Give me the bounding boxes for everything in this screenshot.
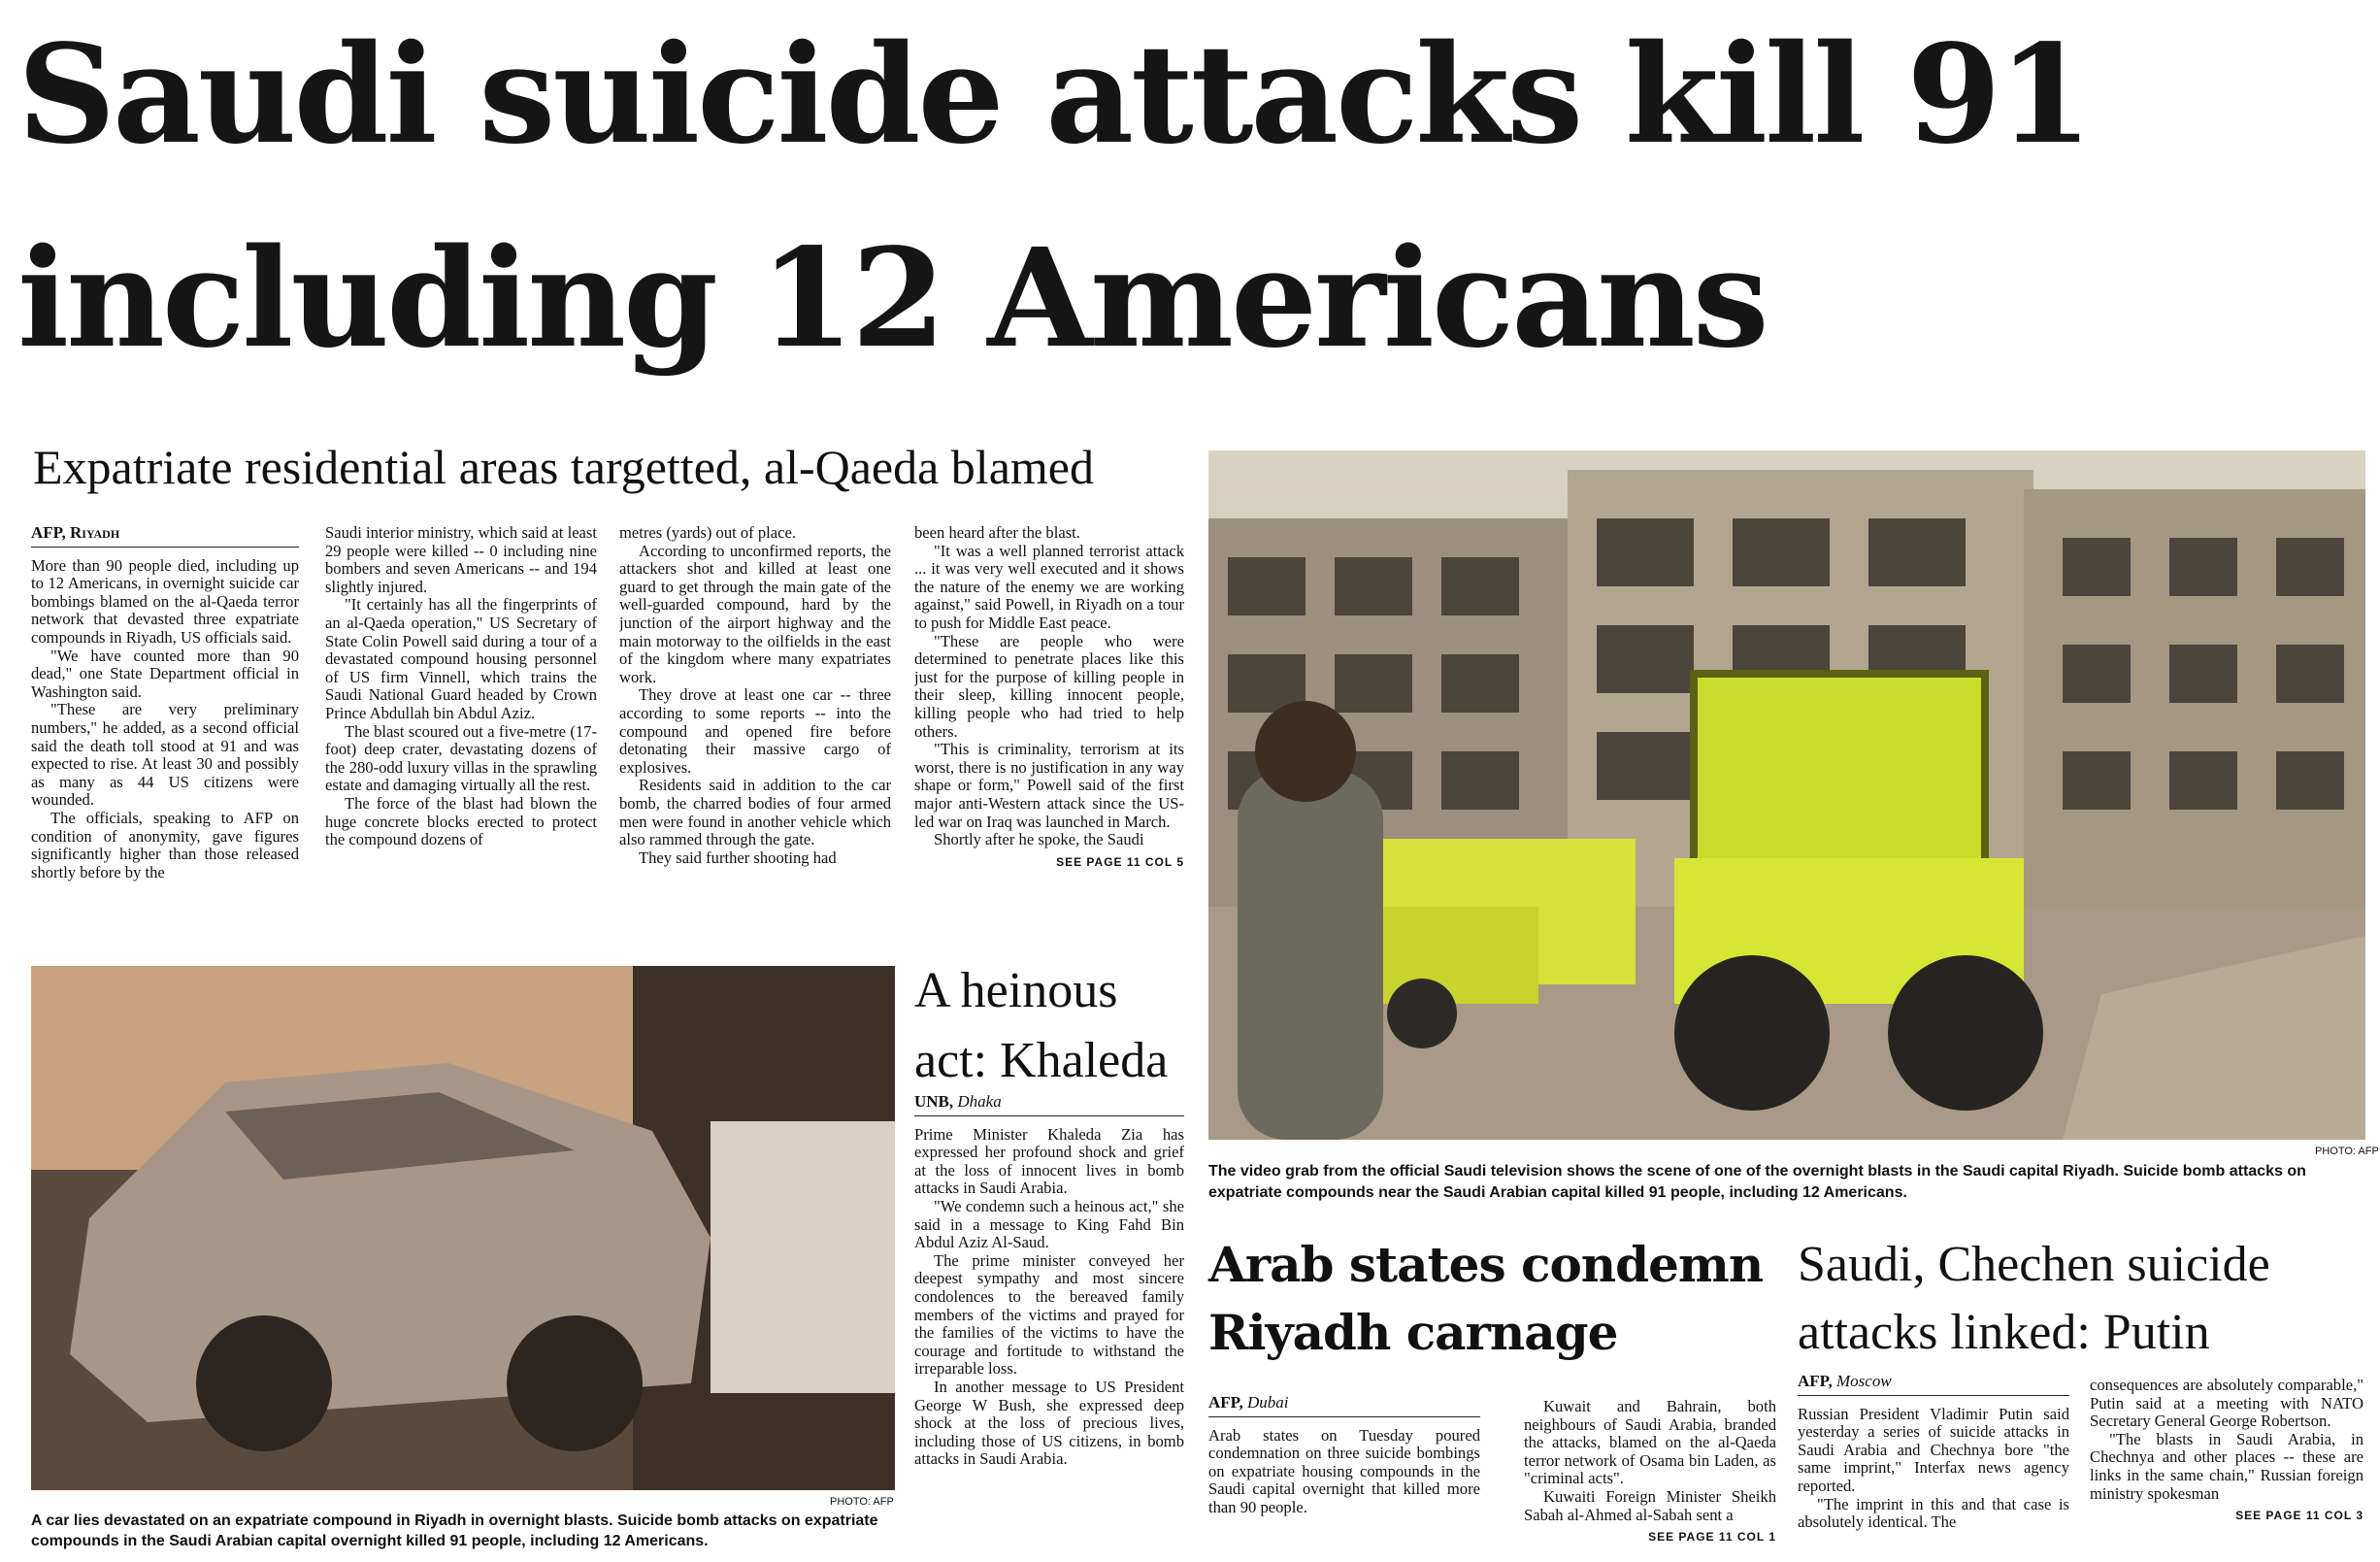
- paragraph: Kuwaiti Foreign Minister Sheikh Sabah al-Ahmed al-Sabah sent a: [1524, 1486, 1776, 1524]
- paragraph: metres (yards) out of place.: [619, 524, 796, 542]
- arab-states-headline: Arab states condemn Riyadh carnage: [1208, 1236, 1764, 1361]
- paragraph: "It certainly has all the fingerprints of an al-Qaeda operation," US Secretary of State Colin Powell said during a tour of a devastated compound housing personnel of US firm Vinnell, which trains the Saudi National Guard headed by Crown Prince Abdullah bin Abdul Aziz.: [325, 595, 597, 722]
- arab-story-col-1: [1208, 1394, 1480, 1559]
- photo-blast-credit: PHOTO: AFP: [2315, 1146, 2379, 1157]
- paragraph: More than 90 people died, including up to 12 Americans, in overnight suicide car bombings blamed on the al-Qaeda terror network that devasted three expatriate compounds in Riyadh, US officials said.: [31, 555, 299, 647]
- putin-story-col-1: [1798, 1373, 2069, 1559]
- paragraph: been heard after the blast.: [914, 524, 1080, 542]
- burnt-car-image: [31, 966, 895, 1490]
- paragraph: Residents said in addition to the car bomb, the charred bodies of four armed men were found in another vehicle which also rammed through the gate.: [619, 776, 891, 849]
- arab-story-jump[interactable]: SEE PAGE 11 COL 1: [1648, 1530, 1776, 1545]
- blast-scene-image: [1208, 450, 2365, 1140]
- paragraph: Prime Minister Khaleda Zia has expressed her profound shock and grief at the loss of innocent lives in bomb attacks in Saudi Arabia.: [914, 1124, 1184, 1198]
- putin-story-jump[interactable]: SEE PAGE 11 COL 3: [2235, 1509, 2363, 1523]
- headline-line-1: Saudi suicide attacks kill 91: [17, 16, 2091, 175]
- main-story-jump[interactable]: SEE PAGE 11 COL 5: [1056, 854, 1184, 869]
- paragraph: According to unconfirmed reports, the attackers shot and killed at least one guard to get through the main gate of the well-guarded compound, hard by the junction of the airport highway and the main motorway to the oilfields in the east of the kingdom where many expatriates work.: [619, 541, 891, 686]
- paragraph: "The imprint in this and that case is absolutely identical. The: [1798, 1494, 2069, 1532]
- paragraph: consequences are absolutely comparable," Putin said at a meeting with NATO Secretary General George Robertson.: [2090, 1377, 2363, 1431]
- putin-headline: Saudi, Chechen suicide attacks linked: Putin: [1798, 1237, 2270, 1360]
- paragraph: They drove at least one car -- three according to some reports -- into the compound and opened fire before detonating their massive cargo of explosives.: [619, 685, 891, 777]
- main-story-col-4: [914, 524, 1184, 937]
- khaleda-byline: UNB, Dhaka: [914, 1093, 1184, 1116]
- paragraph: The blast scoured out a five-metre (17-foot) deep crater, devastating dozens of the 280-odd luxury villas in the sprawling estate and damaging virtually all the rest.: [325, 721, 597, 795]
- photo-blast-caption: The video grab from the official Saudi television shows the scene of one of the overnight blasts in the Saudi capital Riyadh. Suicide bomb attacks on expatriate compounds near the Saudi Arabian capital killed 91 people, including 12 Americans.: [1208, 1163, 2306, 1201]
- main-story-col-1: [31, 524, 299, 908]
- paragraph: "These are very preliminary numbers," he added, as a second official said the death toll stood at 91 and was expected to rise. At least 30 and possibly as many as 44 US citizens were wounded.: [31, 700, 299, 810]
- paragraph: "We have counted more than 90 dead," one State Department official in Washington said.: [31, 646, 299, 701]
- main-story-col-3: [619, 524, 891, 932]
- paragraph: Arab states on Tuesday poured condemnation on three suicide bombings on expatriate housing compounds in the Saudi capital overnight that killed more than 90 people.: [1208, 1425, 1480, 1516]
- paragraph: "It was a well planned terrorist attack ... it was very well executed and it shows the nature of the enemy we are working against," said Powell, in Riyadh on a tour to push for Middle East peace.: [914, 541, 1184, 632]
- paragraph: "This is criminality, terrorism at its worst, there is no justification in any way shape or form," Powell said of the first major anti-Western attack since the US-led war on Iraq was launched in March.: [914, 740, 1184, 831]
- paragraph: In another message to US President George W Bush, she expressed deep shock at the loss of precious lives, including those of US citizens, in bomb attacks in Saudi Arabia.: [914, 1377, 1184, 1469]
- main-story-byline: AFP, Riyadh: [31, 524, 299, 548]
- photo-car-caption: A car lies devastated on an expatriate compound in Riyadh in overnight blasts. Suicide bomb attacks on expatriate compounds in the Saudi Arabian capital overnight killed 91 people, including 12 Americans.: [31, 1512, 878, 1549]
- arab-byline: AFP, Dubai: [1208, 1394, 1480, 1417]
- paragraph: Kuwait and Bahrain, both neighbours of Saudi Arabia, branded the attacks, blamed on the al-Qaeda terror network of Osama bin Laden, as "criminal acts".: [1524, 1398, 1776, 1488]
- paragraph: Russian President Vladimir Putin said yesterday a series of suicide attacks in Saudi Arabia and Chechnya bore "the same imprint," Interfax news agency reported.: [1798, 1404, 2069, 1495]
- paragraph: Saudi interior ministry, which said at least 29 people were killed -- 0 including nine bombers and seven Americans -- and 194 slightly injured.: [325, 524, 597, 596]
- paragraph: "We condemn such a heinous act," she said in a message to King Fahd Bin Abdul Aziz Al-Saud.: [914, 1196, 1184, 1252]
- deck-subheadline: Expatriate residential areas targetted, al-Qaeda blamed: [33, 440, 1094, 494]
- paragraph: The prime minister conveyed her deepest sympathy and most sincere condolences to the bereaved family members of the victims and prayed for the families of the victims to have the courage and fortitude to withstand the irreparable loss.: [914, 1250, 1184, 1379]
- paragraph: "The blasts in Saudi Arabia, in Chechnya and other places -- these are links in the same chain," Russian foreign ministry spokesman: [2090, 1429, 2363, 1503]
- arab-story-col-2: [1524, 1398, 1776, 1558]
- putin-byline: AFP, Moscow: [1798, 1373, 2069, 1396]
- headline-line-2: including 12 Americans: [17, 219, 1767, 379]
- paragraph: "These are people who were determined to penetrate places like this just for the purpose of killing people in their sleep, killing innocent people, killing people who had tried to help others.: [914, 631, 1184, 741]
- paragraph: The officials, speaking to AFP on condition of anonymity, gave figures significantly higher than those released shortly before by the: [31, 808, 299, 881]
- main-story-col-2: [325, 524, 597, 932]
- khaleda-headline: A heinous act: Khaleda: [914, 963, 1169, 1088]
- paragraph: Shortly after he spoke, the Saudi: [934, 830, 1144, 849]
- paragraph: The force of the blast had blown the huge concrete blocks erected to protect the compound dozens of: [325, 793, 597, 849]
- photo-car-credit: PHOTO: AFP: [830, 1496, 894, 1508]
- khaleda-story-body: [914, 1093, 1184, 1559]
- photo-burnt-car: [31, 966, 895, 1490]
- photo-blast-scene: [1208, 450, 2365, 1140]
- putin-story-col-2: [2090, 1377, 2363, 1559]
- paragraph: They said further shooting had: [639, 847, 837, 867]
